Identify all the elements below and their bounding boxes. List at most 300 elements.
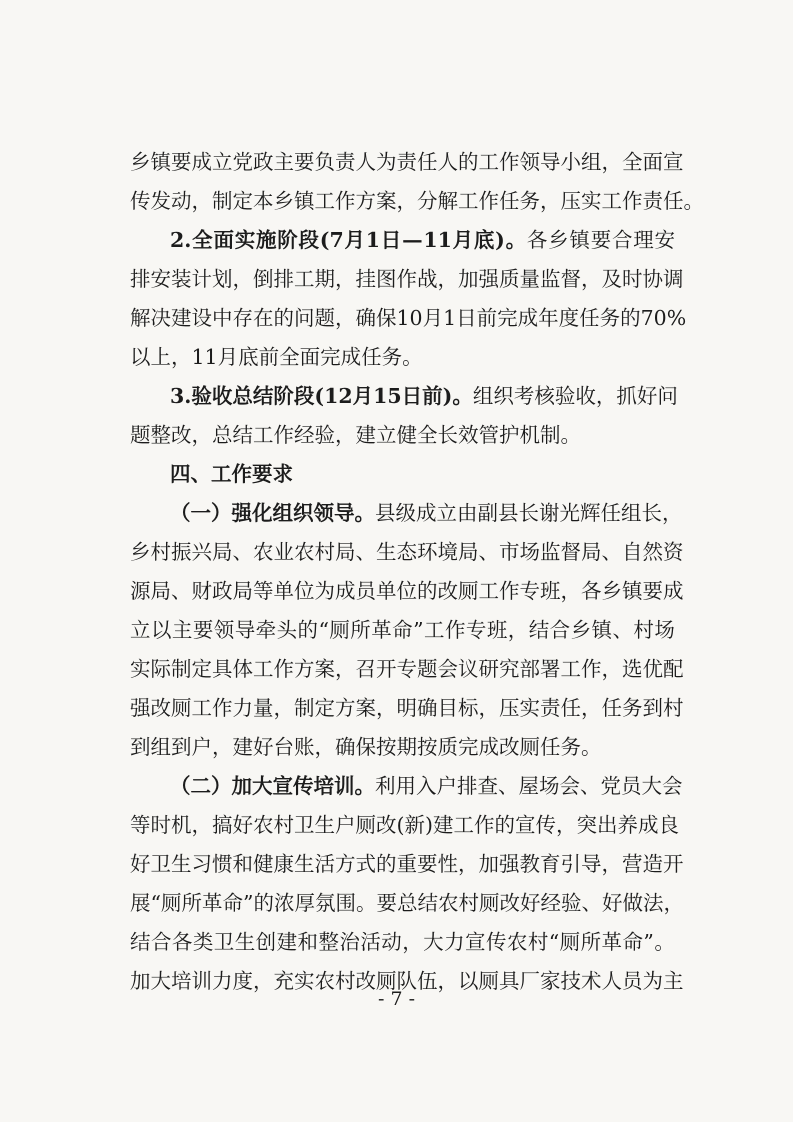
glyph: 长 (641, 501, 662, 525)
glyph: 力 (212, 969, 233, 993)
text-line (130, 182, 704, 221)
glyph: 要 (590, 228, 612, 252)
glyph: 任 (579, 306, 600, 330)
glyph: 革 (601, 930, 623, 954)
glyph: 前 (476, 306, 498, 330)
glyph: 专 (396, 657, 417, 681)
glyph: 性 (437, 852, 458, 876)
glyph: 案 (314, 657, 335, 681)
glyph: 好 (601, 891, 623, 915)
glyph: 领 (213, 618, 235, 642)
glyph: 。 (355, 891, 377, 915)
glyph: ， (376, 696, 397, 720)
glyph: 组 (272, 501, 293, 525)
glyph: 、 (581, 891, 602, 915)
glyph: 健 (253, 852, 274, 876)
glyph: 体 (232, 657, 253, 681)
glyph: ， (581, 696, 602, 720)
glyph: ， (581, 267, 602, 291)
glyph: (12 (314, 384, 353, 408)
glyph: 方 (294, 657, 315, 681)
glyph: 厕 (478, 891, 500, 915)
glyph: 工 (253, 657, 274, 681)
glyph: 领 (519, 150, 540, 174)
glyph: 作 (212, 696, 233, 720)
text-line (130, 455, 675, 494)
text-line (130, 377, 678, 416)
glyph: 底 (473, 228, 495, 252)
glyph: 要 (294, 150, 315, 174)
glyph: 位 (294, 579, 315, 603)
glyph: 重 (396, 852, 417, 876)
body-text (130, 143, 704, 1001)
glyph: 的 (376, 852, 397, 876)
glyph: 立 (436, 501, 457, 525)
glyph: 和 (232, 852, 253, 876)
glyph: 作 (444, 618, 466, 642)
glyph: 3. (170, 384, 192, 408)
glyph: 结 (417, 891, 438, 915)
glyph: 选 (622, 657, 643, 681)
glyph: 好 (636, 384, 658, 408)
glyph: 式 (355, 852, 376, 876)
glyph: 党 (600, 774, 621, 798)
glyph: 要 (642, 579, 663, 603)
glyph: 改 (499, 891, 520, 915)
glyph: 工 (453, 813, 474, 837)
glyph: 资 (663, 540, 684, 564)
glyph: 、 (601, 540, 622, 564)
glyph: 开 (376, 657, 397, 681)
text-line (130, 299, 687, 338)
glyph: 浓 (273, 891, 295, 915)
glyph: 组 (621, 501, 642, 525)
glyph: 厚 (294, 891, 315, 915)
glyph: 建 (433, 813, 454, 837)
glyph: 成 (191, 150, 212, 174)
glyph: 化 (252, 501, 273, 525)
glyph: 2. (170, 228, 192, 252)
glyph: ， (191, 813, 212, 837)
glyph: 场 (654, 618, 675, 642)
glyph: 人 (437, 150, 458, 174)
glyph: 责 (540, 696, 561, 720)
glyph: 要 (417, 852, 438, 876)
glyph: 村 (458, 891, 479, 915)
glyph: 合 (549, 618, 571, 642)
glyph: 会 (662, 774, 683, 798)
glyph: 织 (293, 501, 314, 525)
glyph: 场 (539, 774, 560, 798)
glyph: 排 (130, 267, 151, 291)
glyph: 改 (437, 579, 458, 603)
glyph: 厕 (355, 813, 376, 837)
glyph: 力 (232, 696, 253, 720)
glyph: 头 (276, 618, 298, 642)
glyph: 以 (458, 969, 479, 993)
glyph: 等 (253, 579, 274, 603)
glyph: 负 (314, 150, 335, 174)
glyph: 压 (499, 696, 520, 720)
text-line (130, 494, 683, 533)
glyph: 户 (335, 813, 356, 837)
glyph: 全 (622, 150, 643, 174)
glyph: 的 (273, 306, 294, 330)
glyph: ， (335, 267, 356, 291)
glyph: 方 (335, 696, 356, 720)
glyph: 结 (252, 384, 274, 408)
glyph: 厕 (376, 969, 397, 993)
text-line (130, 533, 684, 572)
glyph: 面 (213, 228, 234, 252)
glyph: 革 (201, 891, 223, 915)
glyph: 要 (192, 618, 214, 642)
glyph: 充 (273, 969, 294, 993)
glyph: 导 (234, 618, 256, 642)
glyph: 位 (396, 579, 417, 603)
glyph: 治 (339, 930, 360, 954)
glyph: 厕 (478, 969, 499, 993)
glyph: 村 (663, 696, 684, 720)
glyph: 员 (621, 774, 642, 798)
text-line (130, 572, 684, 611)
glyph: 小 (560, 150, 581, 174)
glyph: 农 (314, 969, 335, 993)
glyph: 段 (293, 384, 315, 408)
glyph: 做 (622, 891, 643, 915)
glyph: 监 (540, 540, 561, 564)
text-line (130, 767, 683, 806)
glyph: 整 (318, 930, 339, 954)
glyph: ( (396, 813, 405, 837)
glyph: ， (273, 696, 294, 720)
glyph: 组 (472, 384, 494, 408)
glyph: 安 (150, 267, 171, 291)
glyph: 加 (130, 969, 151, 993)
text-line (130, 611, 675, 650)
glyph: 村 (335, 969, 356, 993)
glyph: 所 (350, 618, 371, 642)
glyph: 生 (234, 930, 256, 954)
glyph: 部 (519, 657, 540, 681)
glyph: 强 (231, 501, 252, 525)
glyph: 定 (314, 696, 335, 720)
glyph: 大 (423, 930, 444, 954)
glyph: 中 (212, 306, 233, 330)
glyph: 二 (190, 774, 211, 798)
glyph: 员 (355, 579, 376, 603)
glyph: 考 (513, 384, 535, 408)
glyph: 会 (559, 774, 580, 798)
glyph: 类 (192, 930, 214, 954)
glyph: 优 (642, 657, 663, 681)
glyph: 合 (150, 930, 172, 954)
glyph: 引 (560, 852, 581, 876)
glyph: 县 (498, 501, 519, 525)
glyph: 屋 (518, 774, 539, 798)
glyph: ， (560, 579, 581, 603)
glyph: 解 (130, 306, 151, 330)
glyph: 段 (298, 228, 319, 252)
text-line (130, 806, 679, 845)
glyph: 协 (642, 267, 663, 291)
glyph: 1 (443, 306, 457, 330)
glyph: 建 (276, 930, 298, 954)
glyph: 。 (354, 501, 375, 525)
glyph: 党 (232, 150, 253, 174)
glyph: 阶 (277, 228, 298, 252)
glyph: 的 (253, 891, 274, 915)
glyph: 厕 (160, 891, 182, 915)
glyph: 具 (212, 657, 233, 681)
glyph: 班 (540, 579, 561, 603)
glyph: 月 (344, 228, 365, 252)
glyph: 为 (314, 579, 335, 603)
glyph: 完 (497, 306, 518, 330)
line-text: 到组到户，建好台账，确保按期按质完成改厕任务。 (130, 735, 602, 759)
glyph: 阶 (273, 384, 294, 408)
glyph: 监 (540, 267, 561, 291)
glyph: 要 (376, 891, 397, 915)
glyph: 加 (478, 852, 499, 876)
glyph: 定 (191, 657, 212, 681)
glyph: 导 (581, 852, 602, 876)
glyph: 时 (622, 267, 643, 291)
glyph: 日 (401, 384, 423, 408)
glyph: 镇 (622, 579, 643, 603)
glyph: 题 (314, 306, 335, 330)
glyph: 训 (191, 969, 212, 993)
line-text: 四、工作要求 (170, 462, 293, 486)
glyph: 展 (130, 891, 151, 915)
glyph: 生 (294, 852, 315, 876)
glyph: 培 (313, 774, 334, 798)
glyph: 立 (130, 618, 151, 642)
glyph: 工 (294, 267, 315, 291)
glyph: 任 (601, 696, 622, 720)
glyph: 。 (452, 384, 473, 408)
glyph: 伍 (417, 969, 438, 993)
glyph: 成 (638, 813, 659, 837)
glyph: 明 (396, 696, 417, 720)
glyph: 态 (396, 540, 417, 564)
glyph: ) (425, 813, 433, 837)
glyph: 传 (485, 930, 507, 954)
glyph: 出 (597, 813, 618, 837)
glyph: 日 (380, 228, 402, 252)
text-line (130, 260, 684, 299)
text-line (130, 845, 684, 884)
glyph: 改 (376, 813, 397, 837)
glyph: 光 (559, 501, 580, 525)
glyph: ， (458, 852, 479, 876)
text-line (130, 338, 675, 377)
glyph: ， (437, 267, 458, 291)
glyph: 、 (612, 618, 633, 642)
glyph: 作 (273, 657, 294, 681)
glyph: 案 (355, 696, 376, 720)
glyph: 各 (581, 579, 602, 603)
glyph: 单 (376, 579, 397, 603)
glyph: 确 (355, 306, 376, 330)
glyph: 镇 (150, 150, 171, 174)
glyph: 务 (599, 306, 621, 330)
glyph: 乡 (130, 150, 151, 174)
glyph: 辉 (580, 501, 601, 525)
glyph: 业 (273, 540, 294, 564)
glyph: 各 (171, 930, 193, 954)
glyph: ) (495, 228, 505, 252)
glyph: （ (170, 774, 191, 798)
glyph: 实 (294, 969, 315, 993)
text-line (130, 416, 675, 455)
glyph: 织 (493, 384, 514, 408)
glyph: 日 (456, 306, 477, 330)
glyph: 核 (534, 384, 555, 408)
glyph: 村 (273, 813, 294, 837)
glyph: 厕 (559, 930, 581, 954)
glyph: 年 (538, 306, 559, 330)
glyph: 领 (313, 501, 334, 525)
glyph: 任 (417, 150, 438, 174)
glyph: 自 (622, 540, 643, 564)
glyph: 乡 (601, 579, 622, 603)
glyph: 各 (526, 228, 548, 252)
glyph: 质 (499, 267, 520, 291)
glyph: 然 (642, 540, 663, 564)
glyph: 谢 (539, 501, 560, 525)
glyph: 好 (519, 891, 541, 915)
glyph: 育 (540, 852, 561, 876)
glyph: 全 (192, 228, 213, 252)
glyph: 责 (396, 150, 417, 174)
glyph: 大 (252, 774, 273, 798)
glyph: 召 (355, 657, 376, 681)
glyph: 村 (527, 930, 549, 954)
glyph: ， (601, 657, 622, 681)
glyph: 挂 (355, 267, 376, 291)
glyph: ， (595, 384, 617, 408)
glyph: 市 (499, 540, 520, 564)
glyph: 合 (611, 228, 633, 252)
glyph: 强 (478, 267, 499, 291)
glyph: 期 (314, 267, 335, 291)
glyph: 等 (130, 813, 151, 837)
glyph: 保 (376, 306, 397, 330)
glyph: 装 (171, 267, 192, 291)
glyph: 计 (191, 267, 212, 291)
glyph: 1 (365, 228, 381, 252)
glyph: 宣 (465, 930, 486, 954)
glyph: 责 (335, 150, 356, 174)
glyph: 生 (314, 813, 335, 837)
glyph: 及 (601, 267, 622, 291)
glyph: 宣 (272, 774, 293, 798)
glyph: 、 (498, 774, 519, 798)
glyph: 月 (452, 228, 474, 252)
glyph: 卫 (294, 813, 315, 837)
glyph: 术 (581, 969, 602, 993)
glyph: 所 (181, 891, 202, 915)
glyph: ， (507, 618, 529, 642)
glyph: 的 (620, 306, 641, 330)
glyph: ) (442, 384, 453, 408)
glyph: 康 (273, 852, 294, 876)
glyph: 村 (314, 540, 335, 564)
glyph: 副 (477, 501, 498, 525)
glyph: 大 (641, 774, 662, 798)
glyph: 营 (622, 852, 643, 876)
glyph: 技 (560, 969, 581, 993)
glyph: 财 (191, 579, 212, 603)
glyph: 11 (423, 228, 452, 252)
glyph: 造 (642, 852, 663, 876)
glyph: 督 (560, 540, 581, 564)
glyph: 专 (519, 579, 540, 603)
glyph: 立 (212, 150, 233, 174)
glyph: 家 (540, 969, 561, 993)
glyph: 际 (150, 657, 171, 681)
glyph: 设 (191, 306, 212, 330)
glyph: ” (643, 930, 654, 954)
glyph: 局 (150, 579, 171, 603)
glyph: 月 (422, 306, 444, 330)
glyph: 问 (294, 306, 315, 330)
glyph: 为 (376, 150, 397, 174)
glyph: 主 (273, 150, 294, 174)
glyph: 农 (253, 813, 274, 837)
glyph: 实 (130, 657, 151, 681)
glyph: 大 (150, 969, 171, 993)
glyph: 工 (560, 657, 581, 681)
glyph: 工 (478, 579, 499, 603)
glyph: (7 (319, 228, 344, 252)
glyph: 到 (642, 696, 663, 720)
glyph: 结 (130, 930, 151, 954)
glyph: 单 (273, 579, 294, 603)
glyph: 具 (499, 969, 520, 993)
glyph: 成 (416, 501, 437, 525)
glyph: 问 (657, 384, 678, 408)
glyph: ， (437, 969, 458, 993)
glyph: “ (318, 618, 329, 642)
glyph: 作 (581, 657, 602, 681)
glyph: 牵 (255, 618, 277, 642)
glyph: 究 (499, 657, 520, 681)
glyph: 研 (478, 657, 499, 681)
glyph: 图 (376, 267, 397, 291)
glyph: 任 (600, 501, 621, 525)
glyph: 成 (335, 579, 356, 603)
glyph: 工 (191, 696, 212, 720)
glyph: 度 (232, 969, 253, 993)
text-line (130, 650, 684, 689)
glyph: 作 (499, 579, 520, 603)
glyph: 改 (355, 969, 376, 993)
glyph: 作 (396, 267, 417, 291)
glyph: 时 (150, 813, 171, 837)
glyph: 制 (294, 696, 315, 720)
glyph: 导 (540, 150, 561, 174)
glyph: 工 (424, 618, 445, 642)
glyph: 县 (375, 501, 396, 525)
page-number: - 7 - (377, 988, 415, 1010)
glyph: 生 (171, 852, 192, 876)
glyph: 宣 (663, 150, 684, 174)
glyph: 围 (335, 891, 356, 915)
glyph: 农 (253, 540, 274, 564)
glyph: 厂 (519, 969, 540, 993)
